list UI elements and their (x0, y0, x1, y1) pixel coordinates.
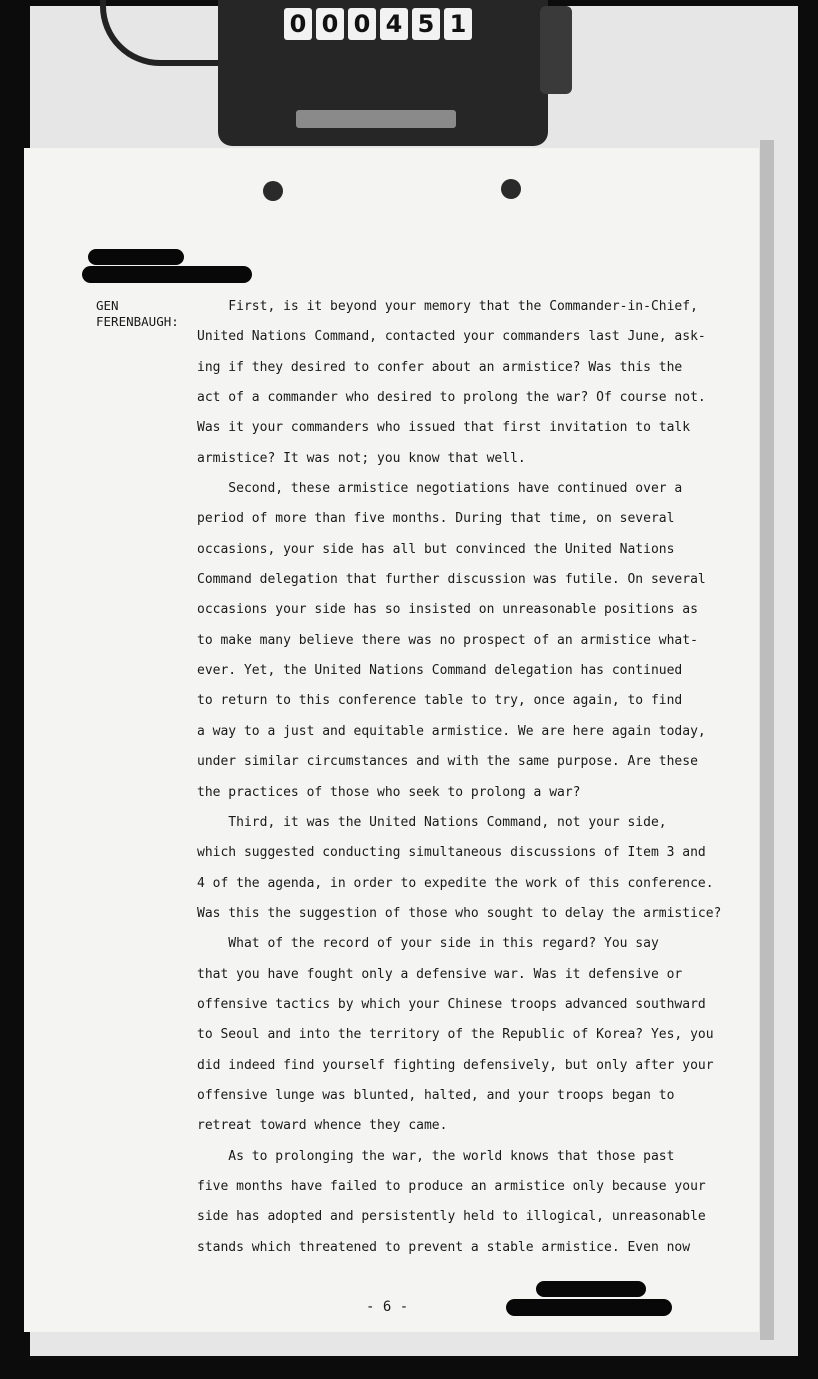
text-line: offensive lunge was blunted, halted, and your troops began to (197, 1087, 675, 1103)
punch-hole (501, 179, 521, 199)
underlying-page-edge (760, 140, 774, 1340)
text-line: Third, it was the United Nations Command, not your side, (197, 814, 667, 830)
text-line: side has adopted and persistently held to illogical, unreasonable (197, 1209, 706, 1225)
text-line: ever. Yet, the United Nations Command delegation has continued (197, 663, 683, 679)
redaction-bar (88, 249, 184, 265)
counter-digit: 4 (380, 8, 408, 40)
text-line: occasions your side has so insisted on unreasonable positions as (197, 602, 698, 618)
punch-hole (263, 181, 283, 201)
text-line: Was it your commanders who issued that first invitation to talk (197, 420, 691, 436)
redaction-bar (506, 1299, 672, 1316)
speaker-label (96, 298, 206, 330)
text-line: to make many believe there was no prospect of an armistice what- (197, 632, 698, 648)
redaction-bar (82, 266, 252, 283)
text-line: a way to a just and equitable armistice. We are here again today, (197, 723, 706, 739)
counter-digit: 0 (284, 8, 312, 40)
text-line: Was this the suggestion of those who sought to delay the armistice? (197, 905, 722, 921)
text-line: that you have fought only a defensive war. Was it defensive or (197, 966, 683, 982)
text-line: United Nations Command, contacted your commanders last June, ask- (197, 329, 706, 345)
text-line: which suggested conducting simultaneous discussions of Item 3 and (197, 845, 706, 861)
document-body (197, 292, 737, 1263)
text-line: Command delegation that further discussion was futile. On several (197, 572, 706, 588)
text-line: occasions, your side has all but convinced the United Nations (197, 541, 675, 557)
counter-digit: 5 (412, 8, 440, 40)
text-line: As to prolonging the war, the world knows that those past (197, 1148, 675, 1164)
frame-counter (284, 8, 472, 40)
page-number: - 6 - (366, 1299, 409, 1315)
counter-digit: 0 (348, 8, 376, 40)
text-line: stands which threatened to prevent a stable armistice. Even now (197, 1239, 691, 1255)
text-line: period of more than five months. During that time, on several (197, 511, 675, 527)
redaction-bar (536, 1281, 646, 1297)
text-line: First, is it beyond your memory that the Commander-in-Chief, (197, 299, 698, 314)
text-line: did indeed find yourself fighting defensively, but only after your (197, 1057, 714, 1073)
speaker-name: FERENBAUGH: (96, 314, 179, 329)
text-line: Second, these armistice negotiations have continued over a (197, 481, 683, 497)
text-line: to Seoul and into the territory of the Republic of Korea? Yes, you (197, 1027, 714, 1043)
text-line: offensive tactics by which your Chinese troops advanced southward (197, 996, 706, 1012)
counter-nameplate (296, 110, 456, 128)
text-line: ing if they desired to confer about an armistice? Was this the (197, 359, 683, 375)
text-line: the practices of those who seek to prolong a war? (197, 784, 581, 800)
counter-digit: 0 (316, 8, 344, 40)
text-line: What of the record of your side in this regard? You say (197, 936, 659, 952)
text-line: retreat toward whence they came. (197, 1118, 448, 1134)
counter-digit: 1 (444, 8, 472, 40)
text-line: 4 of the agenda, in order to expedite the work of this conference. (197, 875, 714, 891)
speaker-rank: GEN (96, 298, 119, 313)
text-line: under similar circumstances and with the same purpose. Are these (197, 754, 698, 770)
text-line: act of a commander who desired to prolong the war? Of course not. (197, 390, 706, 406)
text-line: five months have failed to produce an armistice only because your (197, 1178, 706, 1194)
text-line: to return to this conference table to try, once again, to find (197, 693, 683, 709)
text-line: armistice? It was not; you know that well. (197, 450, 526, 466)
frame-counter-knob (540, 6, 572, 94)
